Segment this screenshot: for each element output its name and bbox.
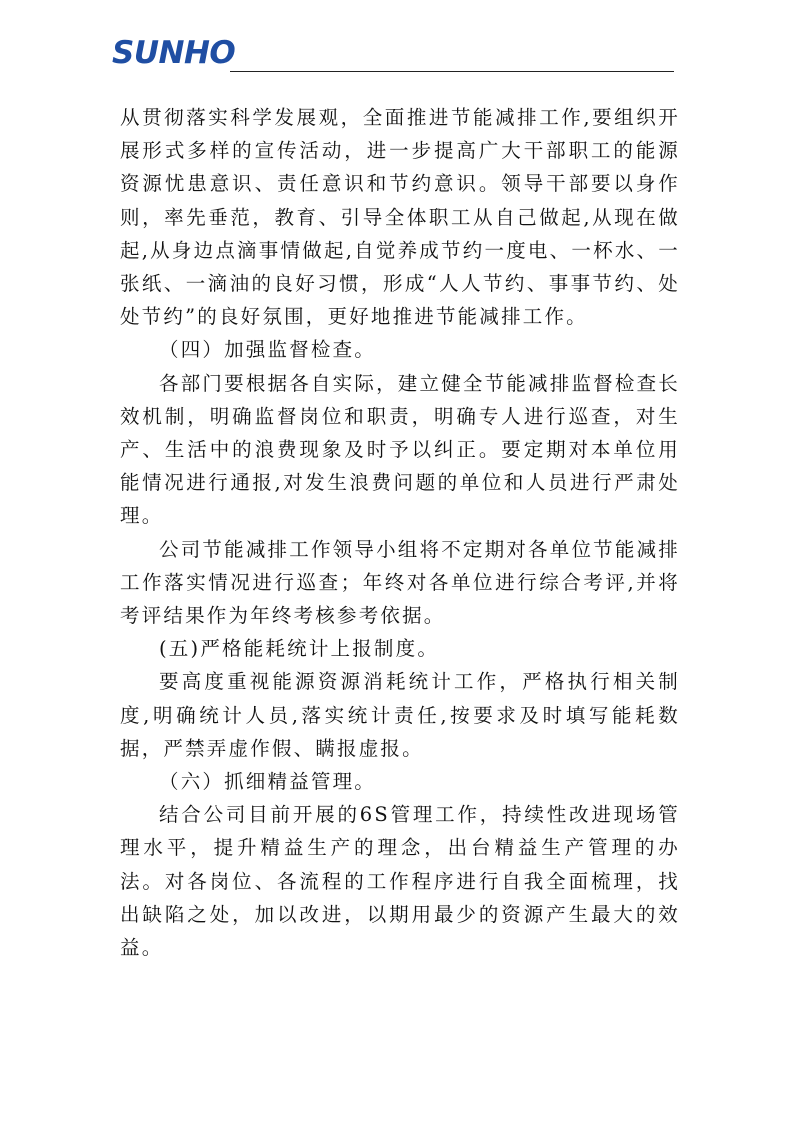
sunho-logo: SUNHO	[112, 35, 236, 71]
paragraph-lean-management: 结合公司目前开展的6S管理工作，持续性改进现场管理水平，提升精益生产的理念，出台精益生产管理的办法。对各岗位、各流程的工作程序进行自我全面梳理，找出缺陷之处，加以改进，以期用最少的资源产生最大的效益。	[120, 803, 680, 960]
paragraph-supervision: 各部门要根据各自实际，建立健全节能减排监督检查长效机制，明确监督岗位和职责，明确专人进行巡查，对生产、生活中的浪费现象及时予以纠正。要定期对本单位用能情况进行通报,对发生浪费问题的单位和人员进行严肃处理。	[120, 371, 680, 528]
paragraph-statistics: 要高度重视能源资源消耗统计工作，严格执行相关制度,明确统计人员,落实统计责任,按要求及时填写能耗数据，严禁弄虚作假、瞒报虚报。	[120, 670, 680, 760]
paragraph-inspection: 公司节能减排工作领导小组将不定期对各单位节能减排工作落实情况进行巡查；年终对各单位进行综合考评,并将考评结果作为年终考核参考依据。	[120, 537, 680, 628]
heading-supervision: （四）加强监督检查。	[159, 338, 377, 362]
heading-statistics: (五)严格能耗统计上报制度。	[159, 637, 440, 661]
header-divider	[230, 71, 674, 72]
page-header	[112, 36, 674, 74]
heading-lean-management: （六）抓细精益管理。	[159, 770, 377, 794]
paragraph-publicity: 从贯彻落实科学发展观，全面推进节能减排工作,要组织开展形式多样的宣传活动，进一步提高广大干部职工的能源资源忧患意识、责任意识和节约意识。领导干部要以身作则，率先垂范，教育、引导全体职工从自己做起,从现在做起,从身边点滴事情做起,自觉养成节约一度电、一杯水、一张纸、一滴油的良好习惯，形成“人人节约、事事节约、处处节约”的良好氛围，更好地推进节能减排工作。	[120, 106, 680, 329]
document-body	[120, 101, 680, 964]
